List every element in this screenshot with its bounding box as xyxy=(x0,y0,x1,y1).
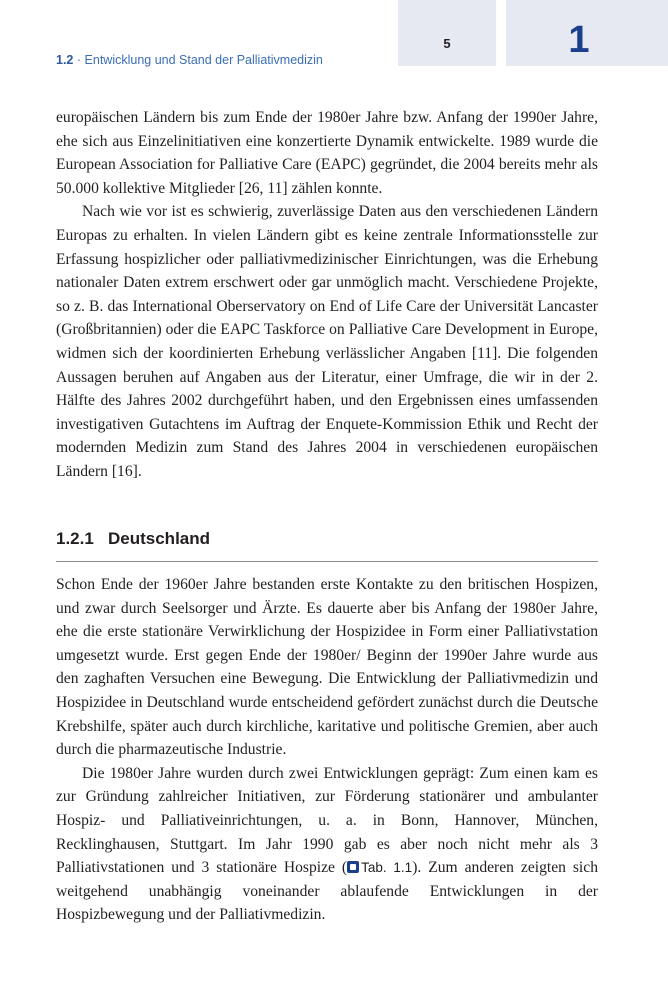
paragraph-text: ). Zum anderen zeigten sich weitgehend unabhängig voneinander ablaufende Entwicklungen in der Hospizbewegung und der Palliativmedizin. xyxy=(56,859,598,924)
section-heading xyxy=(56,529,598,549)
body-text-bottom xyxy=(56,573,598,927)
running-head xyxy=(56,53,323,67)
section-heading-number: 1.2.1 xyxy=(56,529,94,548)
page-number: 5 xyxy=(443,36,451,51)
running-head-section-number: 1.2 xyxy=(56,53,74,67)
heading-rule xyxy=(56,561,598,562)
body-text-top xyxy=(56,106,598,484)
running-head-separator: · xyxy=(76,53,82,67)
page-number-tab xyxy=(398,0,496,66)
table-reference-link[interactable]: Tab. 1.1 xyxy=(361,860,413,876)
paragraph: Schon Ende der 1960er Jahre bestanden erste Kontakte zu den britischen Hospizen, und zwar durch Seelsorger und Ärzte. Es dauerte aber bis Anfang der 1980er Jahre, ehe die erste stationäre Verwirklichung der Hospizidee in Form einer Palliativstation umgesetzt wurde. Erst gegen Ende der 1980er/ Beginn der 1990er Jahre wurde aus den zaghaften Versuchen eine Bewegung. Die Entwicklung der Palliativmedizin und Hospizidee in Deutschland wurde entscheidend gefördert zunächst durch die Deutsche Krebshilfe, später auch durch kirchliche, karitative und politische Gremien, aber auch durch die pharmazeutische Industrie. xyxy=(56,576,598,759)
paragraph: europäischen Ländern bis zum Ende der 1980er Jahre bzw. Anfang der 1990er Jahre, ehe sich aus Einzelinitiativen eine konzertierte Dynamik entwickelte. 1989 wurde die European Association for Palliative Care (EAPC) gegründet, die 2004 bereits mehr als 50.000 kollektive Mitglieder [26, 11] zählen konnte. xyxy=(56,109,598,197)
paragraph-text: Die 1980er Jahre wurden durch zwei Entwicklungen geprägt: Zum einen kam es zur Gründung zahlreicher Initiativen, zur Förderung stationärer und ambulanter Hospiz- und Palliativeinrichtungen, u. a. in Bonn, Hannover, München, Recklinghausen, Stuttgart. Im Jahr 1990 gab es aber noch nicht mehr als 3 Palliativstationen und 3 stationäre Hospize ( xyxy=(56,764,598,877)
paragraph xyxy=(56,762,598,927)
table-reference-icon xyxy=(347,861,359,873)
paragraph: Nach wie vor ist es schwierig, zuverlässige Daten aus den verschiedenen Ländern Europas zu erhalten. In vielen Ländern gibt es keine zentrale Informationsstelle zur Erfassung hospizlicher oder palliativmedizinischer Einrichtungen, was die Erhebung nationaler Daten extrem erschwert oder gar unmöglich macht. Verschiedene Projekte, so z. B. das International Oberservatory on End of Life Care der Universität Lancaster (Großbritannien) oder die EAPC Taskforce on Palliative Care Development in Europe, widmen sich der koordinierten Erhebung verlässlicher Angaben [11]. Die folgenden Aussagen beruhen auf Angaben aus der Literatur, einer Umfrage, die wir in der 2. Hälfte des Jahres 2002 durchgeführt haben, und den Ergebnissen eines umfassenden investigativen Gutachtens im Auftrag der Enquete-Kommission Ethik und Recht der modernden Medizin zum Stand des Jahres 2004 in verschiedenen europäischen Ländern [16]. xyxy=(56,203,598,480)
chapter-number: 1 xyxy=(568,19,590,61)
running-head-title: Entwicklung und Stand der Palliativmedizin xyxy=(84,53,323,67)
section-heading-title: Deutschland xyxy=(108,529,211,548)
